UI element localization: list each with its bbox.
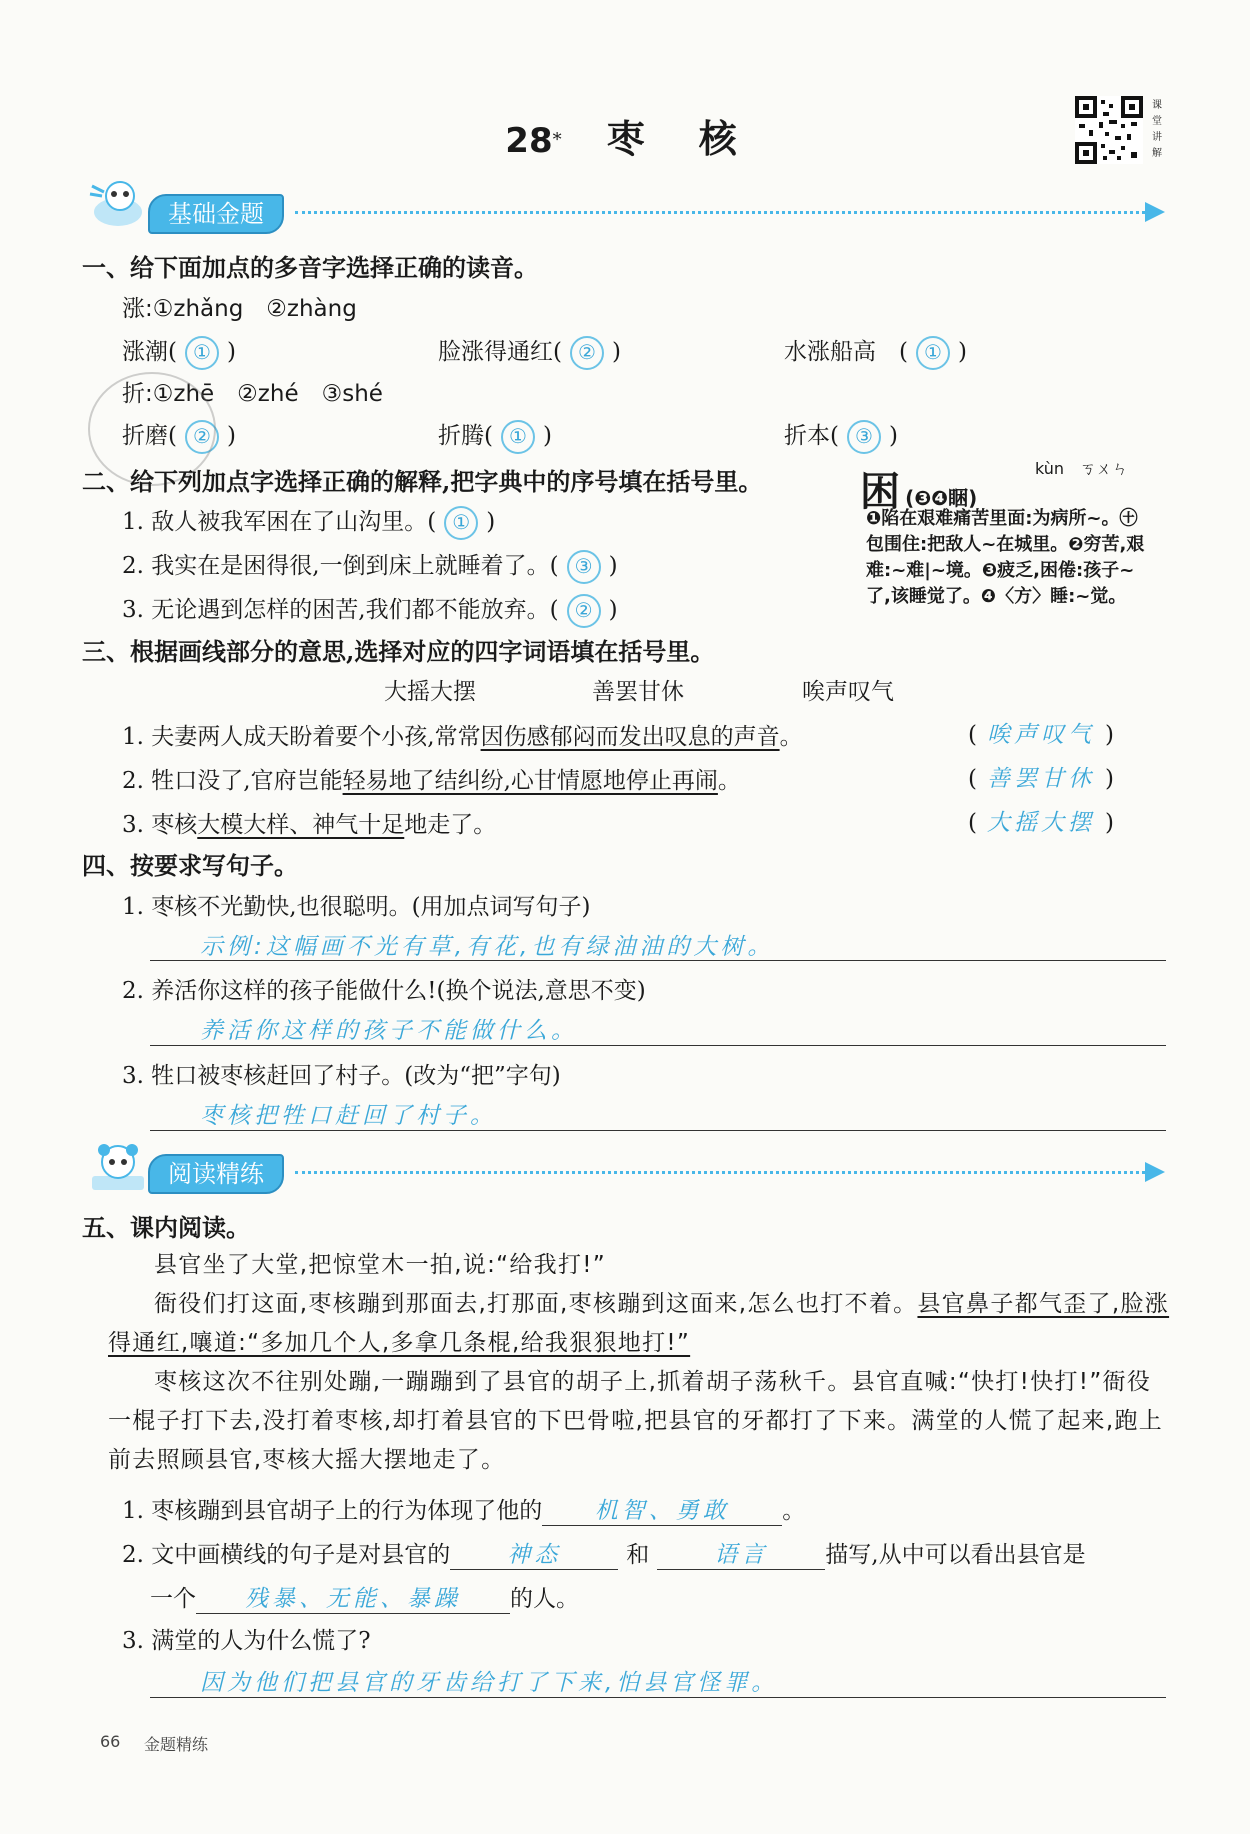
q3-underline: 轻易地了结纠纷,心甘情愿地停止再闹 bbox=[342, 768, 718, 794]
q2-item: 2. 我实在是困得很,一倒到床上就睡着了。( ③ ) bbox=[122, 547, 618, 584]
q5-sub1-text: 1. 枣核蹦到县官胡子上的行为体现了他的 bbox=[122, 1498, 543, 1524]
q3-item-text: 1. 夫妻两人成天盼着要个小孩,常常 bbox=[122, 724, 481, 750]
answer-mark: ② bbox=[185, 420, 219, 454]
q5-sub1-end: 。 bbox=[782, 1498, 806, 1524]
q1-item: 水涨船高 ( ① ) bbox=[784, 333, 967, 370]
q1-zhang-options: 涨:①zhǎng ②zhàng bbox=[122, 296, 357, 322]
lesson-star: * bbox=[552, 129, 562, 151]
answer-mark: ① bbox=[185, 336, 219, 370]
passage bbox=[108, 1246, 1170, 1480]
q2-item: 1. 敌人被我军困在了山沟里。( ① ) bbox=[122, 503, 495, 540]
answer-text: 善罢甘休 bbox=[986, 766, 1095, 792]
q3-underline: 大模大样、神气十足 bbox=[197, 812, 405, 838]
q5-sub2-line2 bbox=[150, 1580, 579, 1614]
q5-sub2-text: 一个 bbox=[150, 1586, 196, 1612]
dict-pinyin: kùn ㄎㄨㄣ bbox=[1035, 459, 1129, 478]
q3-item-text: 2. 牲口没了,官府岂能 bbox=[122, 768, 343, 794]
book-title: 金题精练 bbox=[144, 1735, 209, 1754]
answer-mark: ③ bbox=[847, 420, 881, 454]
q1-item-text: 折本 bbox=[784, 423, 830, 449]
q1-item-text: 水涨船高 bbox=[784, 339, 876, 365]
q2-item-text: 3. 无论遇到怎样的困苦,我们都不能放弃。 bbox=[122, 597, 550, 623]
answer-text: 大摇大摆 bbox=[986, 810, 1095, 836]
qr-label: 课堂讲解 bbox=[1152, 100, 1162, 159]
q2-item: 3. 无论遇到怎样的困苦,我们都不能放弃。( ② ) bbox=[122, 591, 618, 628]
section-banner-basic: 基础金题 bbox=[148, 194, 284, 234]
q3-option: 大摇大摆 bbox=[384, 679, 476, 705]
page-title bbox=[0, 108, 1250, 163]
q3-heading: 三、根据画线部分的意思,选择对应的四字词语填在括号里。 bbox=[82, 637, 715, 666]
answer-text: 残暴、无能、暴躁 bbox=[196, 1580, 510, 1614]
answer-line bbox=[150, 1697, 1166, 1698]
q5-sub2-and: 和 bbox=[626, 1542, 650, 1568]
passage-p2 bbox=[108, 1285, 1170, 1363]
q1-item-text: 脸涨得通红 bbox=[438, 339, 553, 365]
banner-arrow-icon bbox=[1145, 1162, 1165, 1182]
q2-heading: 二、给下列加点字选择正确的解释,把字典中的序号填在括号里。 bbox=[82, 467, 763, 496]
q5-sub1 bbox=[122, 1492, 805, 1526]
q4-heading: 四、按要求写句子。 bbox=[82, 851, 298, 880]
q4-prompt: 3. 牲口被枣核赶回了村子。(改为“把”字句) bbox=[122, 1063, 561, 1089]
q1-item: 折腾( ① ) bbox=[438, 417, 552, 454]
lesson-title: 枣 核 bbox=[606, 116, 745, 161]
q1-zhe-options: 折:①zhē ②zhé ③shé bbox=[122, 381, 383, 407]
answer-mark: ① bbox=[444, 506, 478, 540]
answer-mark: ① bbox=[916, 336, 950, 370]
section-banner-reading: 阅读精练 bbox=[148, 1154, 284, 1194]
page-number: 66 bbox=[100, 1732, 121, 1751]
answer-text: 神态 bbox=[450, 1536, 618, 1570]
q1-item: 折本( ③ ) bbox=[784, 417, 898, 454]
answer-text: 机智、勇敢 bbox=[542, 1492, 782, 1526]
banner-dotted-line bbox=[295, 1171, 1145, 1174]
q4-prompt: 2. 养活你这样的孩子能做什么!(换个说法,意思不变) bbox=[122, 978, 646, 1004]
q1-item-text: 折腾 bbox=[438, 423, 484, 449]
answer-mark: ① bbox=[501, 420, 535, 454]
q3-item-text: 3. 枣核 bbox=[122, 812, 198, 838]
banner-dotted-line bbox=[295, 211, 1145, 214]
q2-item-text: 1. 敌人被我军困在了山沟里。 bbox=[122, 509, 428, 535]
dict-char: 困 bbox=[860, 468, 900, 515]
answer-text: 唉声叹气 bbox=[986, 722, 1095, 748]
q3-item bbox=[122, 718, 803, 751]
q1-item-text: 涨潮 bbox=[122, 339, 168, 365]
q5-sub2-text: 2. 文中画横线的句子是对县官的 bbox=[122, 1542, 451, 1568]
passage-p1: 县官坐了大堂,把惊堂木一拍,说:“给我打!” bbox=[154, 1252, 607, 1278]
dict-text: ❶陷在艰难痛苦里面:为病所~。㊉包围住:把敌人~在城里。❷穷苦,艰难:~难|~境。❸疲乏,困倦:孩子~了,该睡觉了。❹〈方〉睡:~觉。 bbox=[866, 508, 1145, 607]
dict-variant: (❸❹睏) bbox=[905, 486, 978, 510]
q1-item: 脸涨得通红( ② ) bbox=[438, 333, 621, 370]
answer-line bbox=[150, 960, 1166, 961]
banner-arrow-icon bbox=[1145, 202, 1165, 222]
q3-item-text: 。 bbox=[717, 768, 741, 794]
q3-underline: 因伤感郁闷而发出叹息的声音 bbox=[480, 724, 780, 750]
q3-answer: ( 唉声叹气 ) bbox=[968, 716, 1114, 749]
answer-line bbox=[150, 1045, 1166, 1046]
q1-item: 折磨( ② ) bbox=[122, 417, 236, 454]
q5-heading: 五、课内阅读。 bbox=[82, 1213, 250, 1242]
q5-sub3-answer: 因为他们把县官的牙齿给打了下来,怕县官怪罪。 bbox=[200, 1670, 779, 1696]
passage-underlined-sentence: 县官鼻子都气歪了,脸涨得通红,嚷道:“多加几个人,多拿几条棍,给我狠狠地打!” bbox=[108, 1291, 1170, 1356]
q1-item-text: 折磨 bbox=[122, 423, 168, 449]
mascot-basic bbox=[82, 178, 152, 234]
q2-item-text: 2. 我实在是困得很,一倒到床上就睡着了。 bbox=[122, 553, 550, 579]
lesson-number: 28 bbox=[505, 121, 553, 161]
answer-mark: ③ bbox=[567, 550, 601, 584]
q4-answer: 枣核把牲口赶回了村子。 bbox=[200, 1103, 497, 1129]
answer-mark: ② bbox=[570, 336, 604, 370]
q5-sub2-text: 描写,从中可以看出县官是 bbox=[825, 1542, 1086, 1568]
q4-answer: 示例:这幅画不光有草,有花,也有绿油油的大树。 bbox=[200, 934, 775, 960]
mascot-reading bbox=[86, 1140, 150, 1200]
q3-item-text: 地走了。 bbox=[404, 812, 497, 838]
q5-sub2 bbox=[122, 1536, 1086, 1570]
q3-item bbox=[122, 762, 741, 795]
answer-mark: ② bbox=[567, 594, 601, 628]
q3-item-text: 。 bbox=[779, 724, 803, 750]
q3-answer: ( 大摇大摆 ) bbox=[968, 804, 1114, 837]
q3-answer: ( 善罢甘休 ) bbox=[968, 760, 1114, 793]
passage-p2-text: 衙役们打这面,枣核蹦到那面去,打那面,枣核蹦到这面来,怎么也打不着。 bbox=[154, 1291, 918, 1317]
answer-line bbox=[150, 1130, 1166, 1131]
q3-option: 唉声叹气 bbox=[802, 679, 894, 705]
q1-item: 涨潮( ① ) bbox=[122, 333, 236, 370]
q1-heading: 一、给下面加点的多音字选择正确的读音。 bbox=[82, 253, 538, 282]
passage-p3: 枣核这次不往别处蹦,一蹦蹦到了县官的胡子上,抓着胡子荡秋千。县官直喊:“快打!快打!”衙役一棍子打下去,没打着枣核,却打着县官的下巴骨啦,把县官的牙都打了下来。满堂的人慌了起来,跑上前去照顾县官,枣核大摇大摆地走了。 bbox=[108, 1369, 1164, 1473]
answer-text: 语言 bbox=[657, 1536, 825, 1570]
q5-sub3: 3. 满堂的人为什么慌了? bbox=[122, 1628, 371, 1654]
q5-sub2-text: 的人。 bbox=[510, 1586, 579, 1612]
qr-code[interactable] bbox=[1075, 96, 1143, 164]
q3-option: 善罢甘休 bbox=[592, 679, 684, 705]
q4-prompt: 1. 枣核不光勤快,也很聪明。(用加点词写句子) bbox=[122, 894, 591, 920]
q3-item bbox=[122, 806, 496, 839]
q4-answer: 养活你这样的孩子不能做什么。 bbox=[200, 1018, 578, 1044]
